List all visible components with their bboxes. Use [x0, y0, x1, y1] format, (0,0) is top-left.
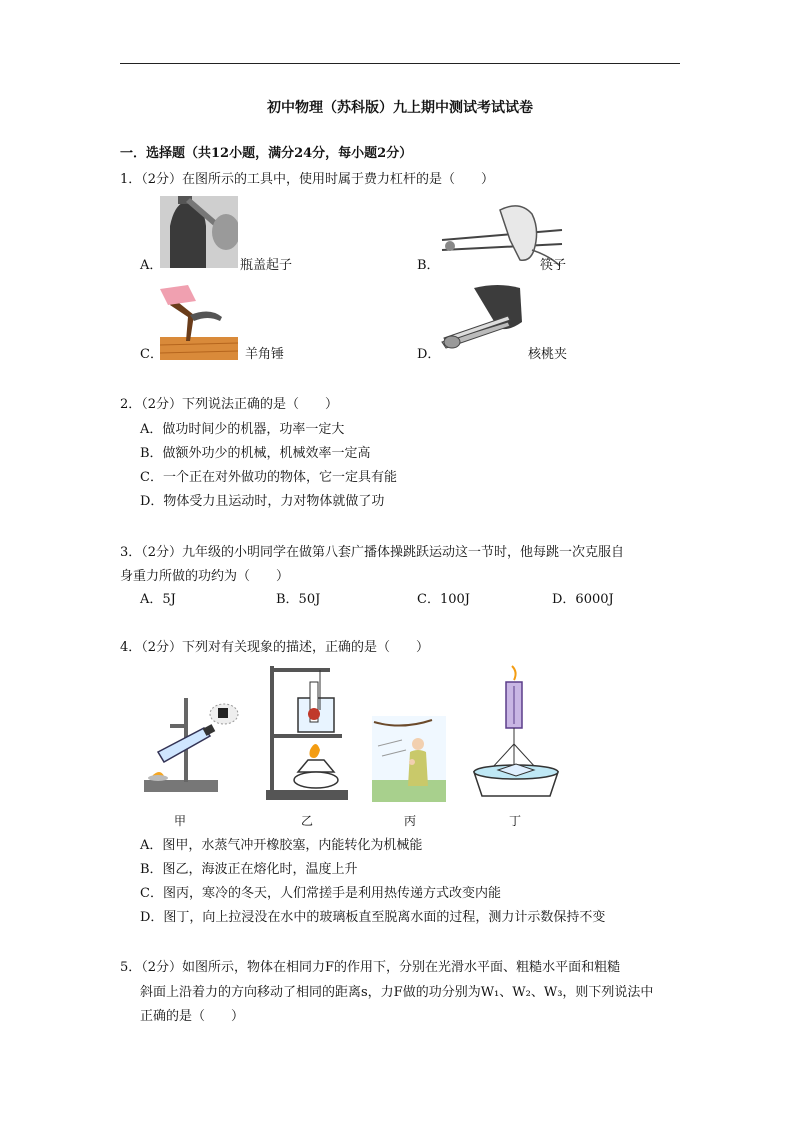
q1-option-d-text: 核桃夹	[528, 347, 568, 362]
q1-option-a-label: A．	[140, 258, 163, 273]
q1-option-d-label: D．	[417, 347, 441, 362]
q1-option-a-text: 瓶盖起子	[240, 258, 293, 273]
section-heading: 一．选择题（共12小题，满分24分，每小题2分）	[120, 146, 413, 161]
figure-bing-rubbing-hands	[372, 716, 446, 802]
q4-option-c: C．图丙，寒冷的冬天，人们常搓手是利用热传递方式改变内能	[140, 886, 501, 901]
figure-bing-caption: 丙	[403, 814, 416, 828]
q1-option-b-label: B．	[417, 258, 440, 273]
q3-option-b: B．50J	[276, 592, 321, 607]
q3-option-a: A．5J	[140, 592, 176, 607]
q5-stem-line2: 斜面上沿着力的方向移动了相同的距离s，力F做的功分别为W₁、W₂、W₃，则下列说法中	[140, 985, 654, 1000]
q2-option-c: C．一个正在对外做功的物体，它一定具有能	[140, 470, 397, 485]
q1-option-c-label: C．	[140, 347, 163, 362]
q3-stem-line2: 身重力所做的功约为（ ）	[120, 569, 290, 584]
q2-option-b: B．做额外功少的机械，机械效率一定高	[140, 446, 371, 461]
q2-stem: 2．（2分）下列说法正确的是（ ）	[120, 397, 339, 412]
q4-option-b: B．图乙，海波正在熔化时，温度上升	[140, 862, 358, 877]
q3-stem-line1: 3．（2分）九年级的小明同学在做第八套广播体操跳跃运动这一节时，他每跳一次克服自	[120, 545, 625, 560]
figure-jia-test-tube	[140, 688, 250, 800]
nutcracker-image	[438, 282, 528, 352]
header-rule	[120, 63, 680, 64]
q3-option-c: C．100J	[417, 592, 470, 607]
q2-option-d: D．物体受力且运动时，力对物体就做了功	[140, 494, 385, 509]
q4-stem: 4．（2分）下列对有关现象的描述，正确的是（ ）	[120, 640, 430, 655]
q1-option-c-text: 羊角锤	[245, 347, 285, 362]
q4-option-a: A．图甲，水蒸气冲开橡胶塞，内能转化为机械能	[140, 838, 423, 853]
q2-option-a: A．做功时间少的机器，功率一定大	[140, 422, 345, 437]
q1-stem: 1．（2分）在图所示的工具中，使用时属于费力杠杆的是（ ）	[120, 172, 495, 187]
figure-yi-melting-setup	[262, 662, 352, 802]
q5-stem-line3: 正确的是（ ）	[140, 1009, 245, 1024]
figure-ding-spring-scale	[470, 664, 562, 798]
figure-yi-caption: 乙	[300, 814, 313, 828]
figure-ding-caption: 丁	[508, 814, 521, 828]
claw-hammer-image	[160, 285, 238, 360]
q5-stem-line1: 5．（2分）如图所示，物体在相同力F的作用下，分别在光滑水平面、粗糙水平面和粗糙	[120, 960, 621, 975]
bottle-opener-image	[160, 196, 238, 268]
q1-option-b-text: 筷子	[540, 258, 567, 273]
q3-option-d: D．6000J	[552, 592, 614, 607]
q4-option-d: D．图丁，向上拉浸没在水中的玻璃板直至脱离水面的过程，测力计示数保持不变	[140, 910, 606, 925]
figure-jia-caption: 甲	[173, 814, 186, 828]
page-title: 初中物理（苏科版）九上期中测试考试试卷	[267, 100, 533, 116]
